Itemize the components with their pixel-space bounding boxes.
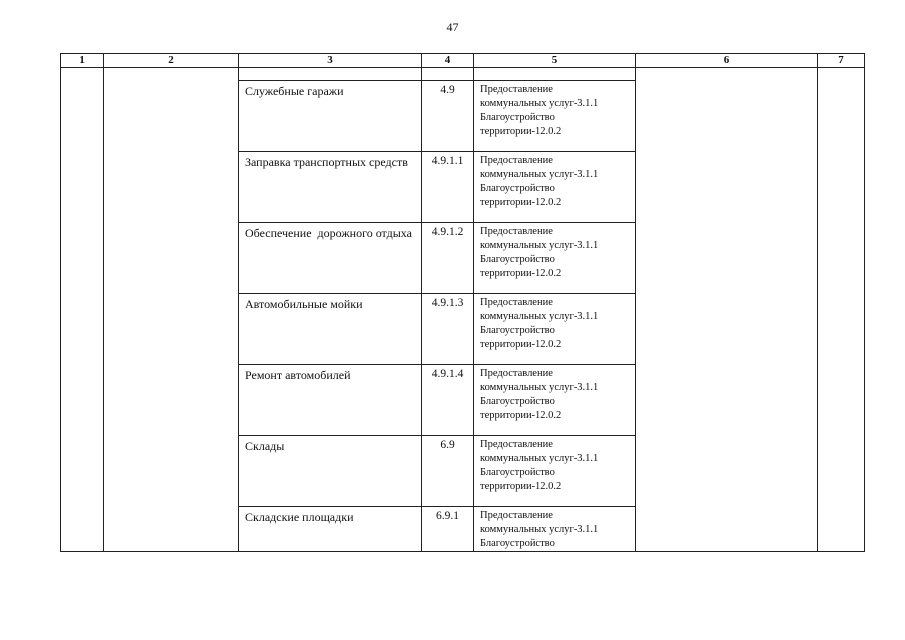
desc-line: Благоустройство bbox=[480, 396, 555, 407]
desc-line: территории-12.0.2 bbox=[480, 268, 562, 279]
use-name: Автомобильные мойки bbox=[245, 297, 363, 311]
desc-line: Предоставление bbox=[480, 368, 553, 379]
permitted-uses-cell bbox=[474, 294, 636, 365]
permitted-uses-cell bbox=[474, 223, 636, 294]
desc-line: коммунальных услуг-3.1.1 bbox=[480, 311, 599, 322]
use-name-cell bbox=[239, 294, 422, 365]
column-header-3: 3 bbox=[239, 54, 422, 68]
use-name-cell bbox=[239, 223, 422, 294]
use-name: Обеспечение дорожного отдыха bbox=[245, 226, 412, 240]
desc-line: Благоустройство bbox=[480, 467, 555, 478]
desc-line: территории-12.0.2 bbox=[480, 410, 562, 421]
desc-line: Благоустройство bbox=[480, 112, 555, 123]
use-code: 4.9.1.1 bbox=[431, 155, 464, 167]
desc-line: территории-12.0.2 bbox=[480, 126, 562, 137]
column-header-5: 5 bbox=[474, 54, 636, 68]
desc-line: Предоставление bbox=[480, 297, 553, 308]
spacer-cell bbox=[239, 68, 422, 81]
desc-line: коммунальных услуг-3.1.1 bbox=[480, 98, 599, 109]
use-code-cell bbox=[422, 365, 474, 436]
use-name: Ремонт автомобилей bbox=[245, 368, 351, 382]
column-header-7: 7 bbox=[818, 54, 865, 68]
column-header-4: 4 bbox=[422, 54, 474, 68]
permitted-uses bbox=[474, 365, 635, 423]
permitted-uses-cell bbox=[474, 152, 636, 223]
permitted-uses-cell bbox=[474, 436, 636, 507]
permitted-uses-cell bbox=[474, 507, 636, 552]
desc-line: коммунальных услуг-3.1.1 bbox=[480, 524, 599, 535]
column-2-cell bbox=[104, 68, 239, 552]
use-name: Складские площадки bbox=[245, 510, 354, 524]
use-name-cell bbox=[239, 365, 422, 436]
page-number: 47 bbox=[446, 20, 459, 34]
zoning-table bbox=[60, 53, 865, 552]
desc-line: коммунальных услуг-3.1.1 bbox=[480, 240, 599, 251]
column-header-2: 2 bbox=[104, 54, 239, 68]
use-code-cell bbox=[422, 152, 474, 223]
use-code: 4.9.1.3 bbox=[431, 297, 464, 309]
permitted-uses bbox=[474, 436, 635, 494]
desc-line: Благоустройство bbox=[480, 538, 555, 549]
permitted-uses bbox=[474, 294, 635, 352]
use-name-cell bbox=[239, 152, 422, 223]
spacer-row bbox=[61, 68, 865, 81]
use-code: 4.9.1.2 bbox=[431, 226, 464, 238]
use-code-cell bbox=[422, 81, 474, 152]
column-header-6: 6 bbox=[636, 54, 818, 68]
use-code-cell bbox=[422, 507, 474, 552]
use-name-cell bbox=[239, 507, 422, 552]
permitted-uses bbox=[474, 507, 635, 551]
header-row bbox=[61, 54, 865, 68]
spacer-cell bbox=[474, 68, 636, 81]
use-name: Склады bbox=[245, 439, 285, 453]
desc-line: Благоустройство bbox=[480, 183, 555, 194]
permitted-uses-cell bbox=[474, 365, 636, 436]
use-name: Заправка транспортных средств bbox=[245, 155, 408, 169]
desc-line: Предоставление bbox=[480, 226, 553, 237]
use-code: 6.9.1 bbox=[436, 510, 459, 522]
desc-line: коммунальных услуг-3.1.1 bbox=[480, 382, 599, 393]
use-code: 4.9 bbox=[440, 84, 455, 96]
desc-line: Предоставление bbox=[480, 510, 553, 521]
use-code: 4.9.1.4 bbox=[431, 368, 464, 380]
desc-line: территории-12.0.2 bbox=[480, 481, 562, 492]
desc-line: Благоустройство bbox=[480, 254, 555, 265]
use-name-cell bbox=[239, 436, 422, 507]
desc-line: Предоставление bbox=[480, 84, 553, 95]
column-7-cell bbox=[818, 68, 865, 552]
column-6-cell bbox=[636, 68, 818, 552]
column-1-cell bbox=[61, 68, 104, 552]
use-code-cell bbox=[422, 294, 474, 365]
use-code: 6.9 bbox=[440, 439, 455, 451]
column-header-1: 1 bbox=[61, 54, 104, 68]
permitted-uses bbox=[474, 223, 635, 281]
permitted-uses-cell bbox=[474, 81, 636, 152]
desc-line: Благоустройство bbox=[480, 325, 555, 336]
desc-line: территории-12.0.2 bbox=[480, 197, 562, 208]
desc-line: Предоставление bbox=[480, 155, 553, 166]
use-code-cell bbox=[422, 436, 474, 507]
desc-line: территории-12.0.2 bbox=[480, 339, 562, 350]
desc-line: Предоставление bbox=[480, 439, 553, 450]
permitted-uses bbox=[474, 81, 635, 139]
spacer-cell bbox=[422, 68, 474, 81]
use-name: Служебные гаражи bbox=[245, 84, 344, 98]
desc-line: коммунальных услуг-3.1.1 bbox=[480, 453, 599, 464]
desc-line: коммунальных услуг-3.1.1 bbox=[480, 169, 599, 180]
use-code-cell bbox=[422, 223, 474, 294]
permitted-uses bbox=[474, 152, 635, 210]
use-name-cell bbox=[239, 81, 422, 152]
